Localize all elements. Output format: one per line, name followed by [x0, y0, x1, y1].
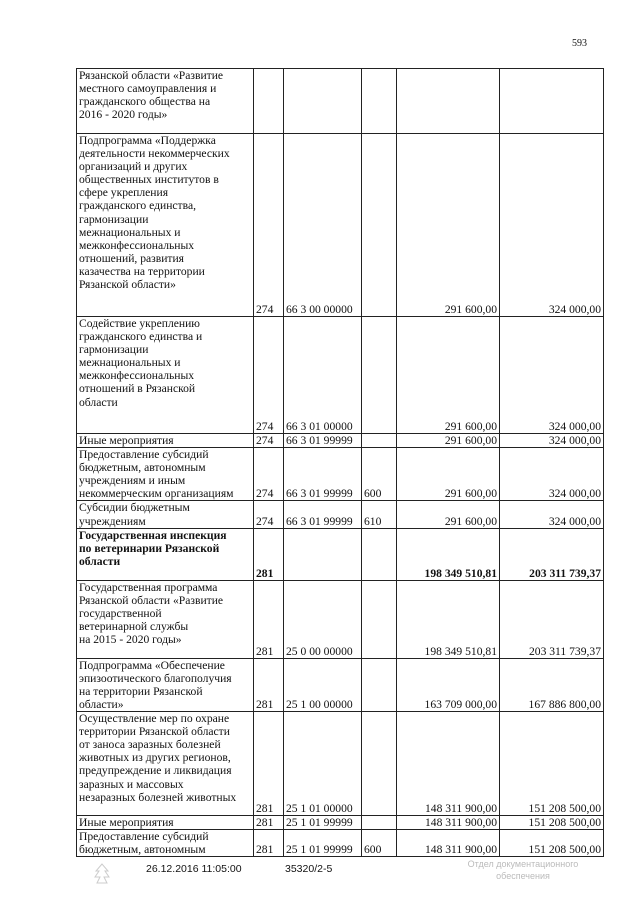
stamp-line-1: Отдел документационного	[467, 859, 579, 869]
budget-table-body	[77, 69, 604, 857]
row-code-cell: 281	[254, 528, 284, 580]
row-name-cell: Подпрограмма «Обеспечение эпизоотического благополучия на территории Рязанской области»	[77, 658, 254, 711]
row-csr-cell: 25 1 00 00000	[284, 658, 362, 711]
row-name-cell: Подпрограмма «Поддержка деятельности некоммерческих организаций и других общественных институтов в сфере укрепления гражданского единства, гармонизации межнациональных и межконфессиональных отношений, развития казачества на территории Рязанской области»	[77, 134, 254, 317]
footer-date: 26.12.2016 11:05:00	[146, 863, 242, 875]
row-sum-2018-cell: 203 311 739,37	[500, 580, 604, 658]
row-csr-cell: 25 0 00 00000	[284, 580, 362, 658]
row-vr-cell	[362, 69, 397, 134]
row-sum-2018-cell: 167 886 800,00	[500, 658, 604, 711]
row-name-cell: Государственная инспекция по ветеринарии Рязанской области	[77, 528, 254, 580]
row-code-cell: 281	[254, 658, 284, 711]
table-row	[77, 580, 604, 658]
row-name-cell: Государственная программа Рязанской области «Развитие государственной ветеринарной службы на 2015 - 2020 годы»	[77, 580, 254, 658]
row-csr-cell: 66 3 01 99999	[284, 434, 362, 448]
budget-table	[76, 68, 604, 857]
row-name-cell: Осуществление мер по охране территории Рязанской области от заноса заразных болезней животных из других регионов, предупреждение и ликвидация заразных и массовых незаразных болезней животных	[77, 712, 254, 816]
emblem-icon	[92, 862, 112, 886]
row-csr-cell: 66 3 01 00000	[284, 317, 362, 434]
row-sum-2017-cell: 163 709 000,00	[397, 658, 500, 711]
table-row	[77, 448, 604, 501]
table-row	[77, 830, 604, 857]
row-code-cell	[254, 69, 284, 134]
row-csr-cell: 66 3 00 00000	[284, 134, 362, 317]
row-name-cell: Субсидии бюджетным учреждениям	[77, 501, 254, 528]
row-vr-cell	[362, 816, 397, 830]
table-row	[77, 712, 604, 816]
row-vr-cell: 610	[362, 501, 397, 528]
row-sum-2017-cell: 291 600,00	[397, 434, 500, 448]
row-code-cell: 281	[254, 830, 284, 857]
row-vr-cell	[362, 317, 397, 434]
row-vr-cell: 600	[362, 830, 397, 857]
row-code-cell: 281	[254, 816, 284, 830]
row-name-cell: Предоставление субсидий бюджетным, автономным	[77, 830, 254, 857]
row-sum-2018-cell: 151 208 500,00	[500, 816, 604, 830]
row-code-cell: 274	[254, 434, 284, 448]
page-number: 593	[572, 38, 587, 49]
row-csr-cell	[284, 528, 362, 580]
row-csr-cell: 66 3 01 99999	[284, 448, 362, 501]
row-sum-2017-cell: 198 349 510,81	[397, 528, 500, 580]
row-code-cell: 281	[254, 580, 284, 658]
row-sum-2018-cell: 151 208 500,00	[500, 712, 604, 816]
row-code-cell: 274	[254, 448, 284, 501]
row-code-cell: 274	[254, 134, 284, 317]
row-vr-cell	[362, 712, 397, 816]
row-sum-2017-cell: 148 311 900,00	[397, 816, 500, 830]
row-csr-cell	[284, 69, 362, 134]
stamp-line-2: обеспечения	[496, 871, 550, 881]
row-name-cell: Иные мероприятия	[77, 434, 254, 448]
row-sum-2017-cell: 148 311 900,00	[397, 830, 500, 857]
row-vr-cell	[362, 658, 397, 711]
footer	[0, 860, 640, 890]
row-sum-2018-cell: 324 000,00	[500, 134, 604, 317]
row-sum-2018-cell: 203 311 739,37	[500, 528, 604, 580]
table-row	[77, 434, 604, 448]
row-sum-2017-cell: 291 600,00	[397, 317, 500, 434]
row-vr-cell	[362, 434, 397, 448]
row-sum-2017-cell: 148 311 900,00	[397, 712, 500, 816]
row-csr-cell: 66 3 01 99999	[284, 501, 362, 528]
table-row	[77, 134, 604, 317]
row-vr-cell: 600	[362, 448, 397, 501]
row-name-cell: Иные мероприятия	[77, 816, 254, 830]
row-code-cell: 281	[254, 712, 284, 816]
table-row	[77, 317, 604, 434]
row-vr-cell	[362, 134, 397, 317]
row-name-cell: Предоставление субсидий бюджетным, автономным учреждениям и иным некоммерческим организациям	[77, 448, 254, 501]
table-row	[77, 528, 604, 580]
table-row	[77, 69, 604, 134]
table-row	[77, 658, 604, 711]
footer-doc-code: 35320/2-5	[285, 863, 333, 875]
row-name-cell: Содействие укреплению гражданского единства и гармонизации межнациональных и межконфессиональных отношений в Рязанской области	[77, 317, 254, 434]
row-sum-2017-cell: 291 600,00	[397, 501, 500, 528]
table-row	[77, 501, 604, 528]
table-row	[77, 816, 604, 830]
row-sum-2017-cell: 198 349 510,81	[397, 580, 500, 658]
row-name-cell: Рязанской области «Развитие местного самоуправления и гражданского общества на 2016 - 2020 годы»	[77, 69, 254, 134]
row-csr-cell: 25 1 01 99999	[284, 816, 362, 830]
row-vr-cell	[362, 528, 397, 580]
row-code-cell: 274	[254, 501, 284, 528]
row-sum-2018-cell: 324 000,00	[500, 434, 604, 448]
row-code-cell: 274	[254, 317, 284, 434]
row-sum-2018-cell: 151 208 500,00	[500, 830, 604, 857]
row-sum-2018-cell	[500, 69, 604, 134]
row-sum-2017-cell: 291 600,00	[397, 134, 500, 317]
row-sum-2017-cell	[397, 69, 500, 134]
row-sum-2018-cell: 324 000,00	[500, 448, 604, 501]
row-sum-2018-cell: 324 000,00	[500, 317, 604, 434]
row-sum-2017-cell: 291 600,00	[397, 448, 500, 501]
row-csr-cell: 25 1 01 99999	[284, 830, 362, 857]
row-sum-2018-cell: 324 000,00	[500, 501, 604, 528]
office-stamp	[448, 858, 598, 882]
row-csr-cell: 25 1 01 00000	[284, 712, 362, 816]
row-vr-cell	[362, 580, 397, 658]
